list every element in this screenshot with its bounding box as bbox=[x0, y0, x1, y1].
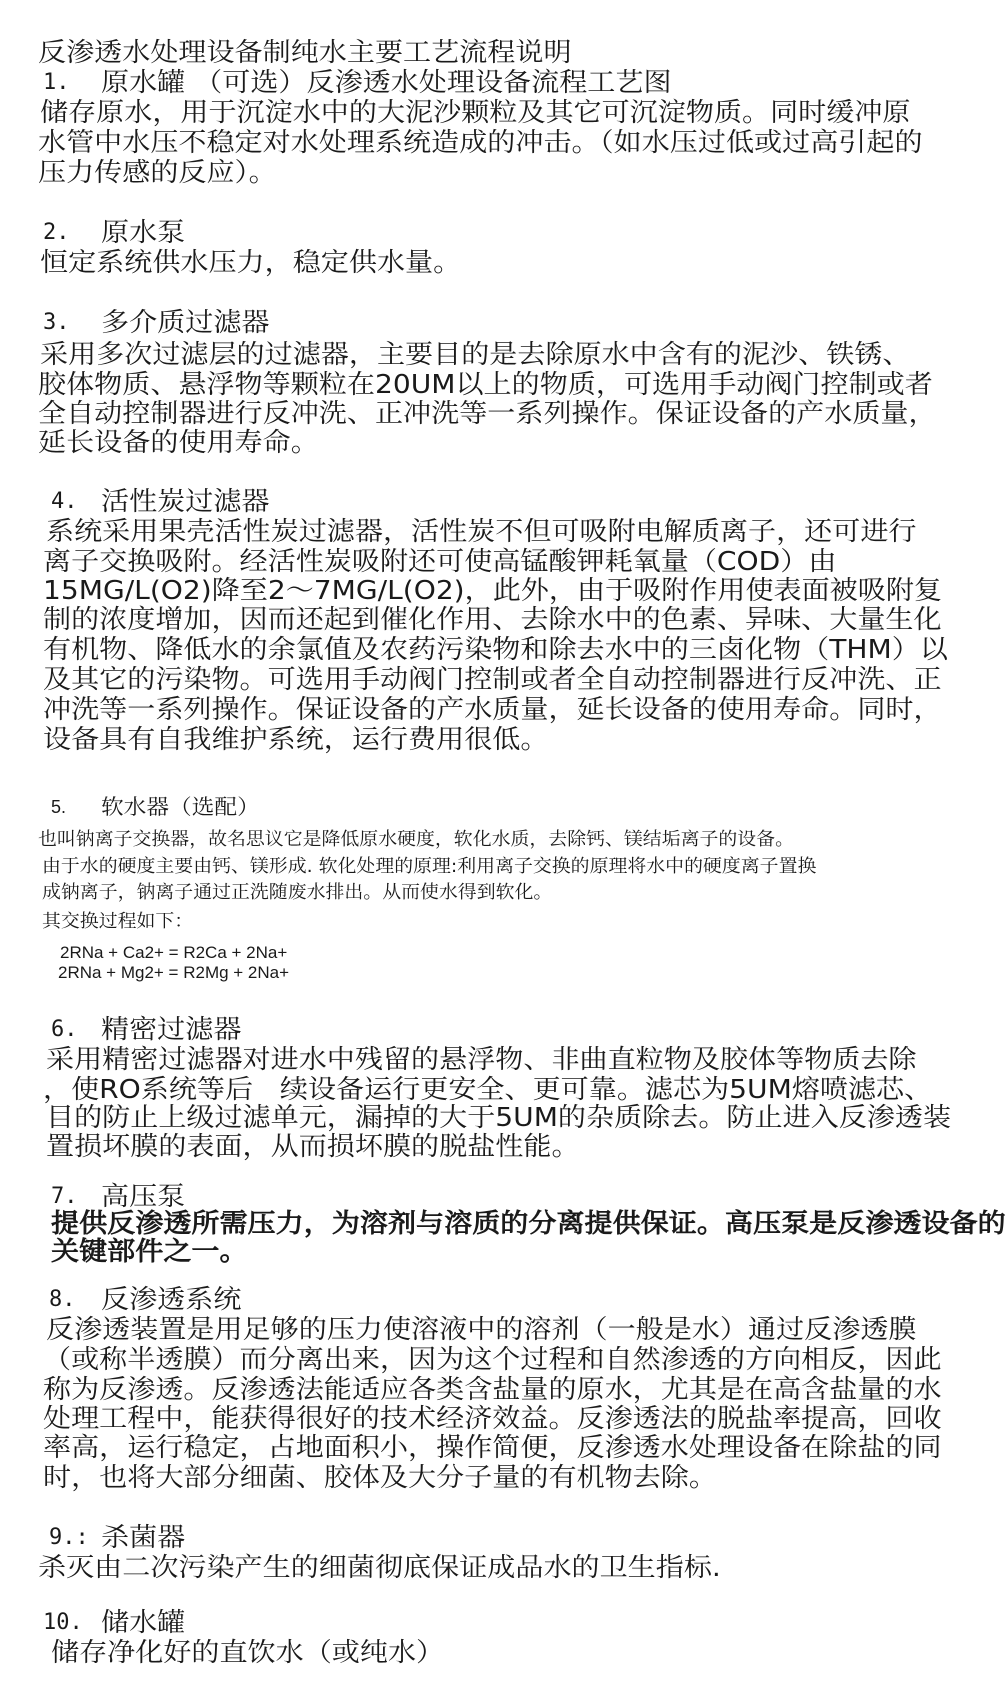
paragraph-line: 称为反渗透。反渗透法能适应各类含盐量的原水，尤其是在高含盐量的水 bbox=[43, 1375, 942, 1405]
section-number: 2. bbox=[43, 220, 70, 245]
paragraph-line: 恒定系统供水压力，稳定供水量。 bbox=[40, 248, 462, 278]
paragraph-line: 冲洗等一系列操作。保证设备的产水质量，延长设备的使用寿命。同时， bbox=[43, 695, 942, 725]
paragraph-line: 及其它的污染物。可选用手动阀门控制或者全自动控制器进行反冲洗、正 bbox=[43, 665, 942, 695]
paragraph-line: 采用多次过滤层的过滤器，主要目的是去除原水中含有的泥沙、铁锈、 bbox=[40, 340, 911, 370]
section-heading: 储水罐 bbox=[101, 1608, 186, 1638]
paragraph-line: 反渗透装置是用足够的压力使溶液中的溶剂（一般是水）通过反渗透膜 bbox=[46, 1315, 917, 1345]
section-heading: 软水器（选配） bbox=[101, 795, 260, 819]
paragraph-line: 也叫钠离子交换器，故名思议它是降低原水硬度，软化水质，去除钙、镁结垢离子的设备。 bbox=[38, 829, 794, 850]
paragraph-line: 提供反渗透所需压力，为溶剂与溶质的分离提供保证。高压泵是反渗透设备的 bbox=[51, 1209, 1006, 1239]
section-heading: 反渗透系统 bbox=[101, 1285, 242, 1315]
paragraph-line: 全自动控制器进行反冲洗、正冲洗等一系列操作。保证设备的产水质量， bbox=[38, 399, 937, 429]
document-title: 反渗透水处理设备制纯水主要工艺流程说明 bbox=[38, 38, 572, 68]
section-number: 3. bbox=[43, 310, 70, 335]
paragraph-line: ，使RO系统等后 续设备运行更安全、更可靠。滤芯为5UM熔喷滤芯、 bbox=[43, 1075, 933, 1105]
paragraph-line: 关键部件之一。 bbox=[51, 1237, 248, 1267]
section-number: 5. bbox=[51, 797, 67, 817]
paragraph-line: 制的浓度增加，因而还起到催化作用、去除水中的色素、异味、大量生化 bbox=[43, 605, 942, 635]
section-number: 10. bbox=[43, 1610, 83, 1635]
paragraph-line: 杀灭由二次污染产生的细菌彻底保证成品水的卫生指标. bbox=[38, 1553, 721, 1583]
paragraph-line: 系统采用果壳活性炭过滤器，活性炭不但可吸附电解质离子，还可进行 bbox=[46, 517, 917, 547]
chemical-equation: 2RNa + Ca2+ = R2Ca + 2Na+ bbox=[60, 943, 288, 962]
paragraph-line: 处理工程中，能获得很好的技术经济效益。反渗透法的脱盐率提高，回收 bbox=[43, 1404, 942, 1434]
section-number: 6. bbox=[51, 1017, 78, 1042]
section-number: 7. bbox=[51, 1184, 78, 1209]
paragraph-line: 成钠离子，钠离子通过正洗随废水排出。从而使水得到软化。 bbox=[42, 882, 553, 903]
paragraph-line: 时，也将大部分细菌、胶体及大分子量的有机物去除。 bbox=[43, 1463, 717, 1493]
section-heading: 杀菌器 bbox=[101, 1523, 186, 1553]
paragraph-line: 延长设备的使用寿命。 bbox=[38, 428, 319, 458]
section-heading: 活性炭过滤器 bbox=[101, 487, 270, 517]
paragraph-line: 储存原水，用于沉淀水中的大泥沙颗粒及其它可沉淀物质。同时缓冲原 bbox=[40, 98, 911, 128]
paragraph-line: 有机物、降低水的余氯值及农药污染物和除去水中的三卤化物（THM）以 bbox=[43, 635, 948, 665]
paragraph-line: 储存净化好的直饮水（或纯水） bbox=[51, 1638, 445, 1668]
paragraph-line: 目的防止上级过滤单元，漏掉的大于5UM的杂质除去。防止进入反渗透装 bbox=[46, 1103, 952, 1133]
paragraph-line: 由于水的硬度主要由钙、镁形成. 软化处理的原理:利用离子交换的原理将水中的硬度离子置换 bbox=[42, 856, 817, 877]
paragraph-line: 率高，运行稳定，占地面积小，操作简便，反渗透水处理设备在除盐的同 bbox=[43, 1433, 942, 1463]
section-heading: 高压泵 bbox=[101, 1182, 186, 1212]
chemical-equation: 2RNa + Mg2+ = R2Mg + 2Na+ bbox=[58, 963, 290, 982]
section-number: 8. bbox=[49, 1287, 76, 1312]
paragraph-line: 压力传感的反应）。 bbox=[38, 158, 277, 188]
section-number: 9.: bbox=[49, 1525, 89, 1550]
paragraph-line: （或称半透膜）而分离出来，因为这个过程和自然渗透的方向相反，因此 bbox=[43, 1345, 942, 1375]
paragraph-line: 其交换过程如下： bbox=[42, 911, 194, 932]
paragraph-line: 置损坏膜的表面，从而损坏膜的脱盐性能。 bbox=[46, 1132, 580, 1162]
paragraph-line: 水管中水压不稳定对水处理系统造成的冲击。（如水压过低或过高引起的 bbox=[38, 128, 923, 158]
paragraph-line: 离子交换吸附。经活性炭吸附还可使高锰酸钾耗氧量（COD）由 bbox=[43, 547, 837, 577]
section-heading: 多介质过滤器 bbox=[101, 308, 270, 338]
section-number: 4. bbox=[51, 489, 78, 514]
paragraph-line: 15MG/L(O2)降至2～7MG/L(O2)，此外，由于吸附作用使表面被吸附复 bbox=[43, 576, 943, 606]
section-number: 1. bbox=[43, 70, 70, 95]
section-heading: 原水泵 bbox=[101, 218, 186, 248]
paragraph-line: 设备具有自我维护系统，运行费用很低。 bbox=[43, 725, 549, 755]
section-heading: 原水罐 （可选）反渗透水处理设备流程工艺图 bbox=[101, 68, 672, 98]
section-heading: 精密过滤器 bbox=[101, 1015, 242, 1045]
paragraph-line: 胶体物质、悬浮物等颗粒在20UM以上的物质，可选用手动阀门控制或者 bbox=[38, 370, 933, 400]
paragraph-line: 采用精密过滤器对进水中残留的悬浮物、非曲直粒物及胶体等物质去除 bbox=[46, 1045, 917, 1075]
